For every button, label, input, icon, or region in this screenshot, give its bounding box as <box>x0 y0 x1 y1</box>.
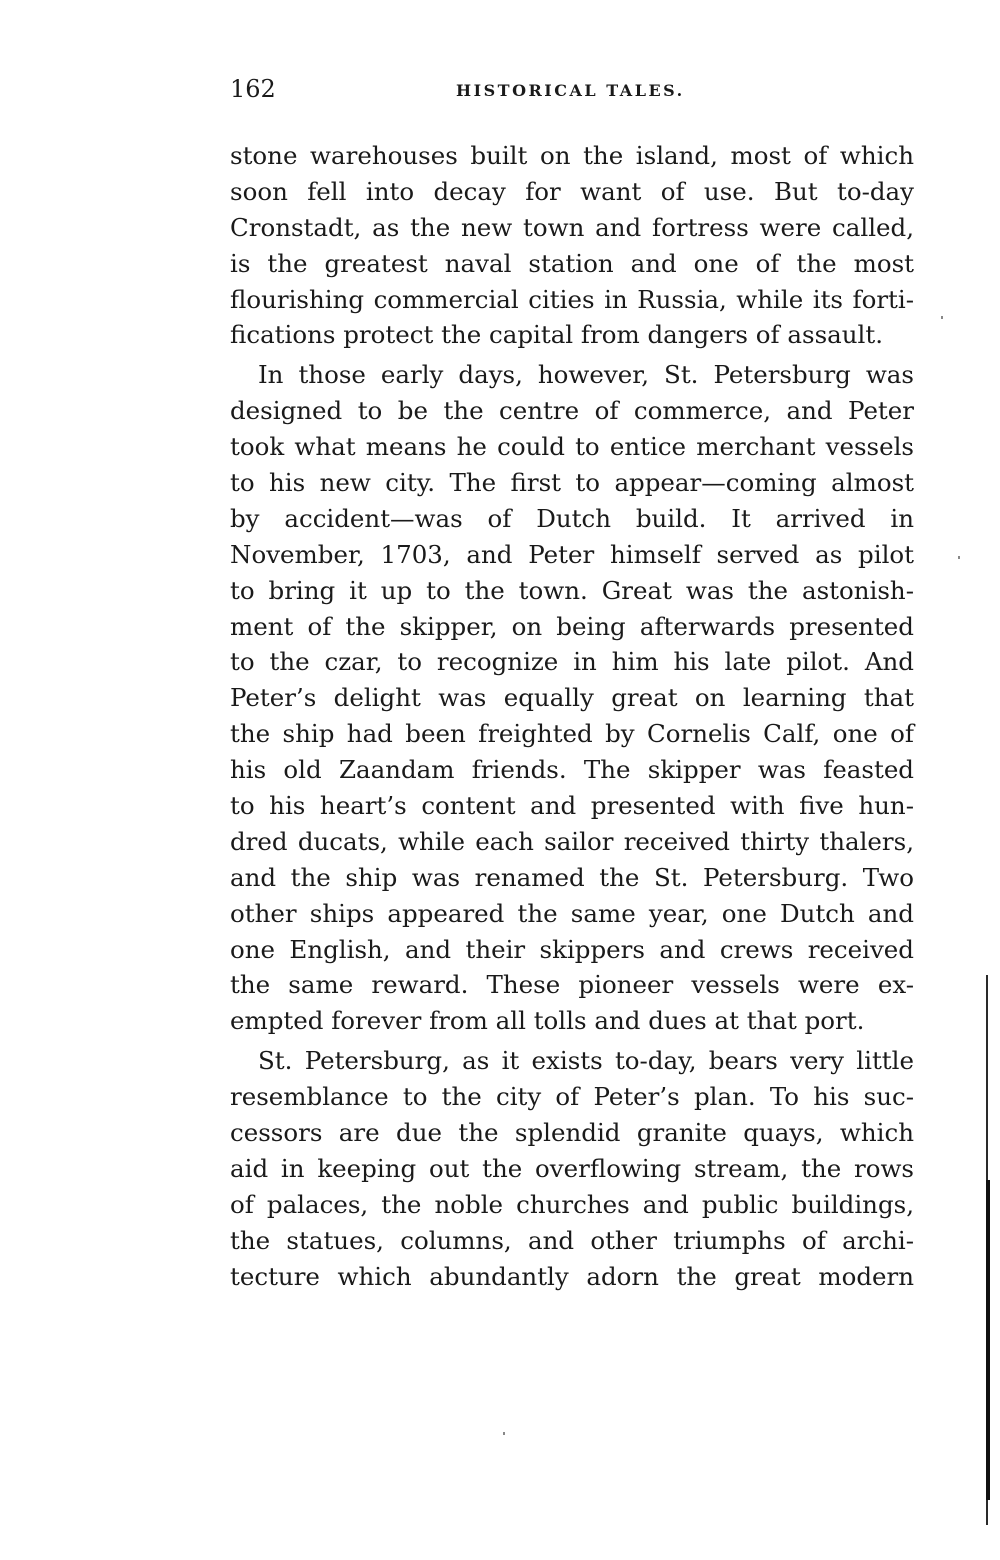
text-line: his old Zaandam friends. The skipper was feasted <box>230 755 914 785</box>
text-line: cessors are due the splendid granite quays, which <box>230 1118 914 1148</box>
text-line: to the czar, to recognize in him his late pilot. And <box>230 647 914 677</box>
text-line: dred ducats, while each sailor received thirty thalers, <box>230 826 914 856</box>
text-line: tecture which abundantly adorn the great modern <box>230 1261 914 1291</box>
paragraph-2 <box>230 357 914 1039</box>
text-line: November, 1703, and Peter himself served as pilot <box>230 539 914 569</box>
text-line: Cronstadt, as the new town and fortress were called, <box>230 212 914 242</box>
text-line: Peter’s delight was equally great on learning that <box>230 683 914 713</box>
text-line: flourishing commercial cities in Russia, while its forti- <box>230 284 914 314</box>
text-line: empted forever from all tolls and dues at that port. <box>230 1006 865 1036</box>
text-line: took what means he could to entice merchant vessels <box>230 432 914 462</box>
text-line: In those early days, however, St. Petersburg was <box>258 360 914 390</box>
text-line: the ship had been freighted by Cornelis Calf, one of <box>230 719 914 749</box>
page-number: 162 <box>230 75 276 103</box>
text-line: of palaces, the noble churches and public buildings, <box>230 1189 914 1219</box>
text-line: ment of the skipper, on being afterwards presented <box>230 611 914 641</box>
paragraph-1 <box>230 138 914 353</box>
scan-speck <box>941 316 943 319</box>
running-title: HISTORICAL TALES. <box>456 81 685 100</box>
text-line: designed to be the centre of commerce, and Peter <box>230 396 914 426</box>
text-line: to bring it up to the town. Great was the astonish- <box>230 575 914 605</box>
scan-edge-shadow <box>986 1180 990 1500</box>
text-line: soon fell into decay for want of use. But to-day <box>230 176 914 206</box>
text-line: aid in keeping out the overflowing stream, the rows <box>230 1153 914 1183</box>
text-line: stone warehouses built on the island, most of which <box>230 141 914 170</box>
text-line: fications protect the capital from dangers of assault. <box>230 320 884 350</box>
running-head <box>230 72 914 106</box>
paragraph-3 <box>230 1043 914 1294</box>
text-line: and the ship was renamed the St. Petersburg. Two <box>230 862 914 892</box>
text-line: to his heart’s content and presented with five hun- <box>230 791 914 821</box>
body-text <box>230 138 914 1295</box>
text-line: by accident—was of Dutch build. It arrived in <box>230 503 914 533</box>
scan-speck <box>958 556 960 559</box>
text-line: to his new city. The first to appear—coming almost <box>230 468 914 498</box>
text-line: resemblance to the city of Peter’s plan. To his suc- <box>230 1082 914 1112</box>
text-line: one English, and their skippers and crews received <box>230 934 914 964</box>
text-line: is the greatest naval station and one of the most <box>230 248 914 278</box>
text-line: other ships appeared the same year, one Dutch and <box>230 898 914 928</box>
text-line: the statues, columns, and other triumphs of archi- <box>230 1225 914 1255</box>
text-line: the same reward. These pioneer vessels were ex- <box>230 970 914 1000</box>
text-line: St. Petersburg, as it exists to-day, bears very little <box>258 1046 914 1076</box>
scan-speck <box>503 1432 505 1435</box>
